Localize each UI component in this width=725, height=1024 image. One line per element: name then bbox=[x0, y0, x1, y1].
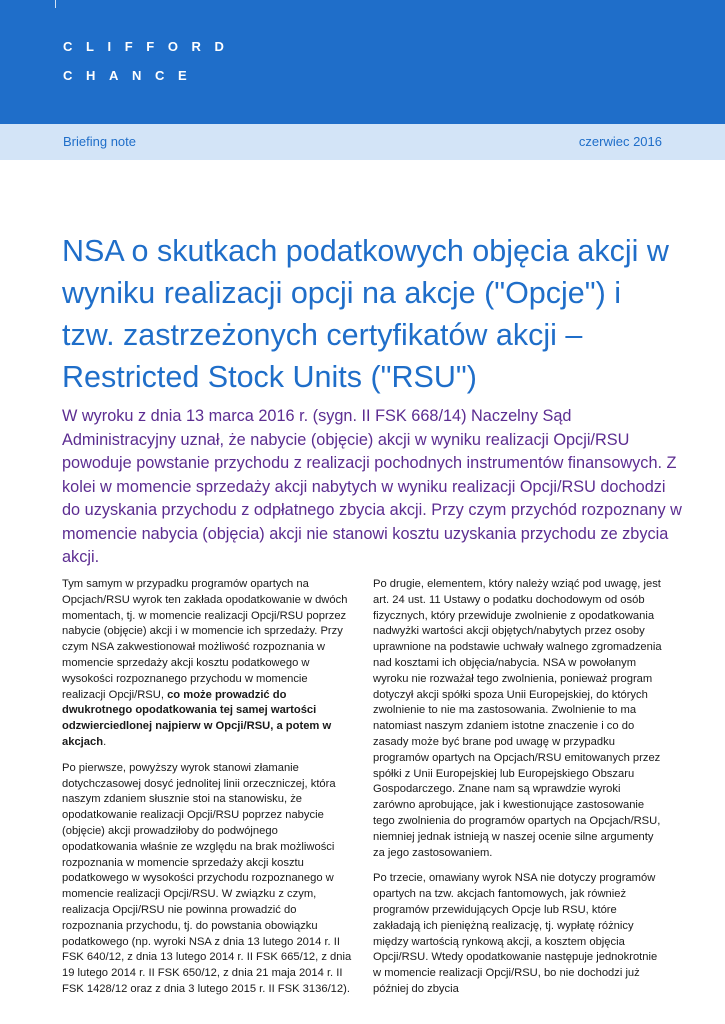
lead-paragraph: W wyroku z dnia 13 marca 2016 r. (sygn. II FSK 668/14) Naczelny Sąd Administracyjny uznał, że nabycie (objęcie) akcji w wyniku realizacji Opcji/RSU powoduje powstanie przychodu z realizacji pochodnych instrumentów finansowych. Z kolei w momencie sprzedaży akcji nabytych w wyniku realizacji Opcji/RSU dochodzi do uzyskania przychodu z odpłatnego zbycia akcji. Przy czym przychód rozpoznany w momencie nabycia (objęcia) akcji nie stanowi kosztu uzyskania przychodu ze zbycia akcji. bbox=[62, 407, 682, 566]
subheader-bar bbox=[0, 124, 725, 160]
document-type-label: Briefing note bbox=[63, 134, 136, 149]
document-date: czerwiec 2016 bbox=[578, 134, 662, 149]
logo-line-1: CLIFFORD bbox=[63, 39, 238, 54]
left-paragraph-1-end: . bbox=[103, 735, 107, 748]
header-banner bbox=[0, 0, 725, 124]
page-title: NSA o skutkach podatkowych objęcia akcji w wyniku realizacji opcji na akcje ("Opcje") i tzw. zastrzeżonych certyfikatów akcji – Restricted Stock Units ("RSU") bbox=[62, 234, 669, 394]
left-paragraph-2: Po pierwsze, powyższy wyrok stanowi złamanie dotychczasowej dosyć jednolitej linii orzeczniczej, która naszym zdaniem słusznie stoi na stanowisku, że opodatkowanie realizacji Opcji/RSU poprzez nabycie (objęcie) akcji prowadziłoby do podwójnego opodatkowania właśnie ze względu na brak możliwości rozpoznania w momencie sprzedaży akcji kosztu podatkowego w wysokości przychodu rozpoznanego w momencie realizacji Opcji/RSU. W związku z czym, realizacja Opcji/RSU nie powinna prowadzić do rozpoznania przychodu, tj. do powstania obowiązku podatkowego (np. wyroki NSA z dnia 13 lutego 2014 r. II FSK 640/12, z dnia 13 lutego 2014 r. II FSK 665/12, z dnia 19 lutego 2014 r. II FSK 650/12, z dnia 21 maja 2014 r. II FSK 1428/12 oraz z dnia 3 lutego 2015 r. II FSK 3136/12). bbox=[62, 761, 352, 995]
right-paragraph-2: Po trzecie, omawiany wyrok NSA nie dotyczy programów opartych na tzw. akcjach fantomowych, jak również programów przewidujących Opcje lub RSU, które zakładają ich pieniężną realizację, tj. wypłatę różnicy między wartością rynkową akcji, a kosztem objęcia Opcji/RSU. Wtedy opodatkowanie następuje jednokrotnie w momencie realizacji Opcji/RSU, bo nie dochodzi już później do zbycia bbox=[373, 872, 658, 995]
left-column bbox=[62, 577, 354, 1008]
header-notch bbox=[55, 0, 56, 8]
left-paragraph-1 bbox=[62, 577, 354, 751]
right-paragraph-1: Po drugie, elementem, który należy wziąć pod uwagę, jest art. 24 ust. 11 Ustawy o podatku dochodowym od osób fizycznych, który przewiduje zwolnienie z opodatkowania nadwyżki wartości akcji objętych/nabytych przez osoby uprawnione na podstawie uchwały walnego zgromadzenia nad kosztami ich objęcia/nabycia. NSA w powołanym wyroku nie rozważał tego zwolnienia, ponieważ program dotyczył akcji spółki spoza Unii Europejskiej, do których zwolnienie to nie ma zastosowania. Zwolnienie to ma natomiast naszym zdaniem istotne znaczenie i co do zasady może być brane pod uwagę w przypadku programów opartych na Opcjach/RSU emitowanych przez spółki z Unii Europejskiej lub Europejskiego Obszaru Gospodarczego. Znane nam są wprawdzie wyroki zarówno aprobujące, jak i kwestionujące zastosowanie tego zwolnienia do programów opartych na Opcjach/RSU, niemniej jednak istnieją w naszej ocenie silne argumenty za jego zastosowaniem. bbox=[373, 578, 662, 859]
logo-line-2: CHANCE bbox=[63, 68, 201, 83]
left-paragraph-1-text: Tym samym w przypadku programów opartych na Opcjach/RSU wyrok ten zakłada opodatkowanie w dwóch momentach, tj. w momencie realizacji Opcji/RSU poprzez nabycie (objęcie) akcji i w momencie ich sprzedaży. Przy czym NSA zakwestionował możliwość rozpoznania w momencie sprzedaży akcji kosztu podatkowego w wysokości rozpoznanego przychodu w momencie realizacji Opcji/RSU, bbox=[62, 578, 348, 701]
left-paragraph-1-bold: co może prowadzić do dwukrotnego opodatkowania tej samej wartości odzwierciedlonej najpierw w Opcji/RSU, a potem w akcjach bbox=[62, 688, 332, 748]
right-column bbox=[373, 577, 665, 1008]
